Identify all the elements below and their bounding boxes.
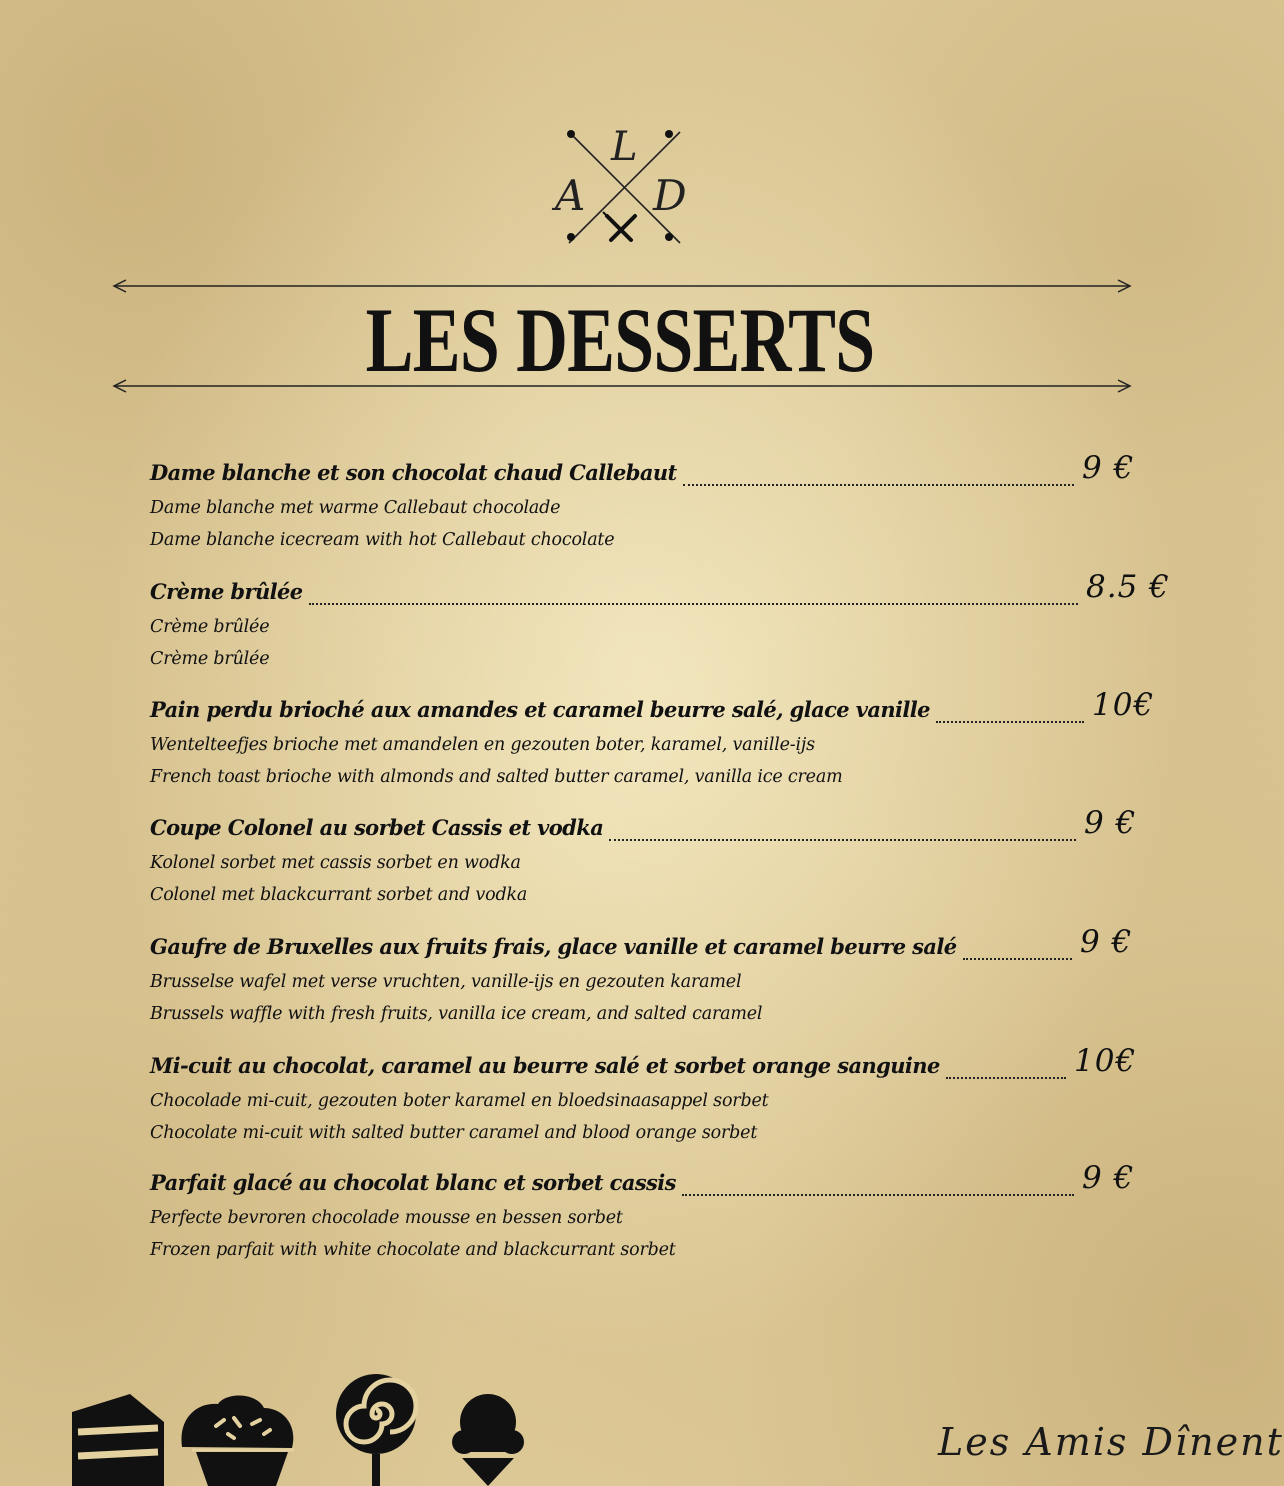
menu-item-price: 9 € [1084, 805, 1137, 841]
menu-item-description-nl: Chocolade mi-cuit, gezouten boter karamel en bloedsinaasappel sorbet [150, 1091, 769, 1111]
menu-item-name: Coupe Colonel au sorbet Cassis et vodka [150, 815, 604, 840]
menu-item-description-nl: Brusselse wafel met verse vruchten, vanille-ijs en gezouten karamel [150, 972, 742, 992]
menu-item-description-nl: Kolonel sorbet met cassis sorbet en wodka [150, 853, 521, 873]
menu-item-description-en: Chocolate mi-cuit with salted butter caramel and blood orange sorbet [150, 1123, 758, 1143]
bottom-arrow-rule [112, 380, 1132, 392]
menu-item-name: Mi-cuit au chocolat, caramel au beurre salé et sorbet orange sanguine [150, 1053, 940, 1078]
menu-item-price: 9 € [1082, 1160, 1135, 1196]
menu-item-name: Dame blanche et son chocolat chaud Callebaut [150, 460, 677, 485]
menu-item-description-nl: Perfecte bevroren chocolade mousse en bessen sorbet [150, 1208, 623, 1228]
menu-item-description-nl: Dame blanche met warme Callebaut chocolade [150, 498, 561, 518]
menu-item-description-en: Brussels waffle with fresh fruits, vanilla ice cream, and salted caramel [150, 1004, 763, 1024]
menu-item-price: 9 € [1082, 450, 1135, 486]
cupcake-icon [181, 1395, 294, 1486]
menu-item-gaufre [150, 924, 1180, 1030]
menu-item-pain-perdu [150, 687, 1180, 793]
menu-item-description-en: Frozen parfait with white chocolate and blackcurrant sorbet [150, 1240, 676, 1260]
logo-letter-a: A [555, 171, 586, 220]
page-title: LES DESSERTS [365, 289, 875, 391]
menu-item-description-en: Crème brûlée [150, 649, 270, 669]
fork-knife-icon [603, 212, 635, 240]
dot-leader [609, 817, 1076, 841]
logo-letter-d: D [653, 171, 687, 220]
menu-item-coupe-colonel [150, 805, 1180, 911]
dot-leader [936, 699, 1084, 723]
menu-item-description-en: Colonel met blackcurrant sorbet and vodka [150, 885, 528, 905]
dot-leader [683, 462, 1074, 486]
menu-item-price: 8.5 € [1086, 569, 1170, 605]
menu-item-name: Gaufre de Bruxelles aux fruits frais, glace vanille et caramel beurre salé [150, 934, 957, 959]
dot-leader [682, 1172, 1074, 1196]
dot-leader [309, 581, 1078, 605]
menu-item-description-nl: Crème brûlée [150, 617, 270, 637]
dessert-icons [68, 1372, 538, 1486]
dot-leader [963, 936, 1072, 960]
menu-item-dame-blanche [150, 450, 1180, 556]
menu-item-mi-cuit [150, 1043, 1180, 1149]
menu-item-description-en: Dame blanche icecream with hot Callebaut chocolate [150, 530, 615, 550]
cake-slice-icon [72, 1394, 164, 1486]
restaurant-signature: Les Amis Dînent [938, 1420, 1284, 1464]
menu-item-name: Crème brûlée [150, 579, 303, 604]
menu-item-description-nl: Wentelteefjes brioche met amandelen en gezouten boter, karamel, vanille-ijs [150, 735, 815, 755]
menu-item-name: Parfait glacé au chocolat blanc et sorbet cassis [150, 1170, 676, 1195]
menu-item-parfait-glace [150, 1160, 1180, 1266]
lollipop-icon [336, 1374, 416, 1486]
restaurant-logo [555, 118, 685, 253]
logo-letter-l: L [611, 124, 638, 170]
dot-leader [946, 1055, 1066, 1079]
menu-item-name: Pain perdu brioché aux amandes et caramel beurre salé, glace vanille [150, 697, 930, 722]
menu-item-price: 9 € [1080, 924, 1133, 960]
menu-item-creme-brulee [150, 569, 1180, 675]
ice-cream-cone-icon [452, 1394, 524, 1486]
menu-item-price: 10€ [1092, 687, 1155, 723]
menu-item-description-en: French toast brioche with almonds and salted butter caramel, vanilla ice cream [150, 767, 843, 787]
menu-item-price: 10€ [1074, 1043, 1137, 1079]
